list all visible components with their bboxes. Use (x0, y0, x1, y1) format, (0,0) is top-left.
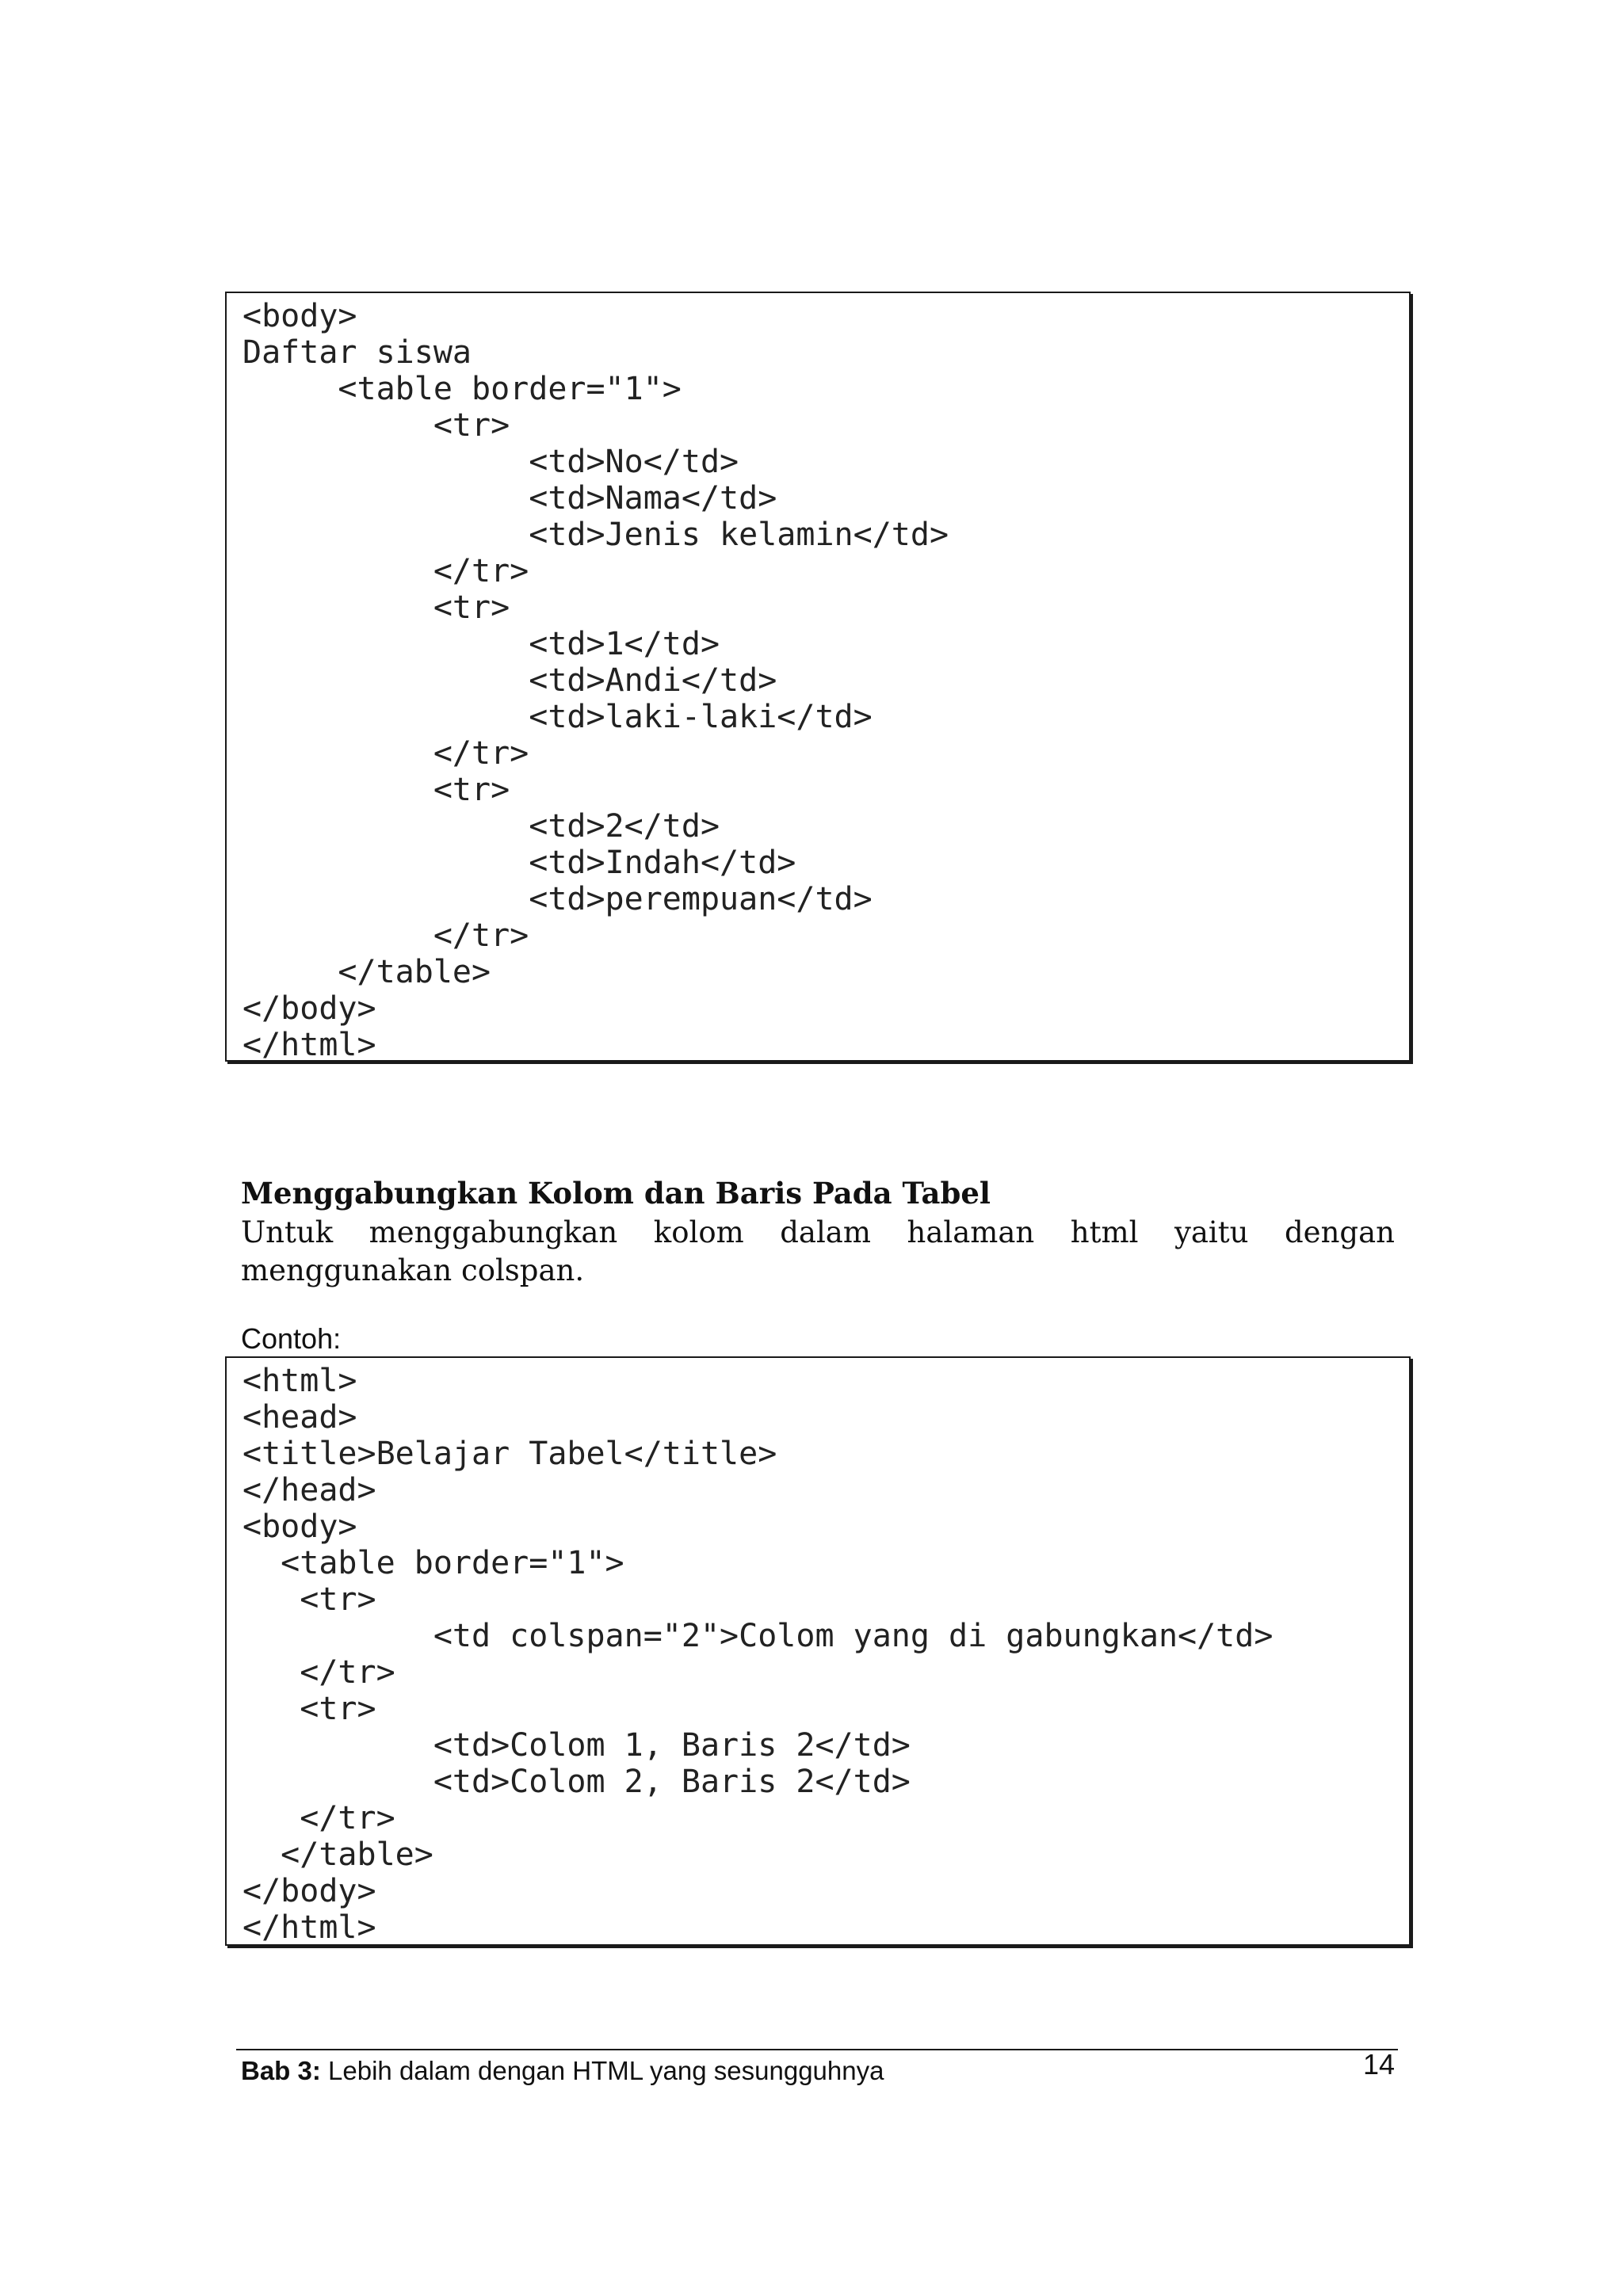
footer-divider (236, 2049, 1398, 2050)
code-line: </tr> (242, 735, 529, 772)
code-line: <tr> (242, 589, 510, 626)
code-line: <tr> (242, 772, 510, 808)
page-number: 14 (1362, 2048, 1395, 2081)
code-line: <td>Nama</td> (242, 480, 777, 517)
code-line: </table> (242, 1836, 433, 1873)
code-line: <td>Andi</td> (242, 662, 777, 699)
code-line: <td>No</td> (242, 444, 739, 480)
code-line: </body> (242, 990, 376, 1027)
code-example-box-2 (225, 1356, 1411, 1946)
code-line: </body> (242, 1873, 376, 1909)
code-line: <head> (242, 1399, 357, 1436)
code-line: </table> (242, 954, 491, 990)
footer-chapter-label: Bab 3: (241, 2056, 321, 2085)
code-line: <body> (242, 1508, 357, 1545)
code-line: </html> (242, 1909, 376, 1946)
code-line: </tr> (242, 1654, 395, 1691)
example-label: Contoh: (241, 1322, 342, 1355)
code-line: <td>1</td> (242, 626, 720, 662)
code-line: <td>Indah</td> (242, 845, 796, 881)
code-line: <td>Colom 1, Baris 2</td> (242, 1727, 911, 1764)
code-line: <td>Colom 2, Baris 2</td> (242, 1764, 911, 1800)
code-line: </tr> (242, 553, 529, 589)
footer-chapter (241, 2054, 884, 2088)
code-line: <td>2</td> (242, 808, 720, 845)
section-heading: Menggabungkan Kolom dan Baris Pada Tabel (241, 1176, 991, 1211)
code-line: <td>perempuan</td> (242, 881, 873, 917)
code-line: <html> (242, 1363, 357, 1399)
footer-chapter-title: Lebih dalam dengan HTML yang sesungguhnya (320, 2056, 884, 2085)
code-line: <tr> (242, 1691, 376, 1727)
code-line: </html> (242, 1027, 376, 1063)
code-line: </head> (242, 1472, 376, 1508)
code-line: <table border="1"> (242, 1545, 624, 1581)
code-line: <td colspan="2">Colom yang di gabungkan</td> (242, 1618, 1274, 1654)
code-line: <tr> (242, 407, 510, 444)
code-line: <td>laki-laki</td> (242, 699, 873, 735)
code-line: </tr> (242, 917, 529, 954)
code-line: <body> (242, 298, 357, 334)
code-example-box-1 (225, 292, 1411, 1062)
code-line: <td>Jenis kelamin</td> (242, 517, 949, 553)
code-line: <table border="1"> (242, 371, 682, 407)
code-line: </tr> (242, 1800, 395, 1836)
code-line: Daftar siswa (242, 334, 472, 371)
section-paragraph: Untuk menggabungkan kolom dalam halaman html yaitu dengan menggunakan colspan. (241, 1215, 1395, 1287)
code-line: <title>Belajar Tabel</title> (242, 1436, 777, 1472)
code-line: <tr> (242, 1581, 376, 1618)
